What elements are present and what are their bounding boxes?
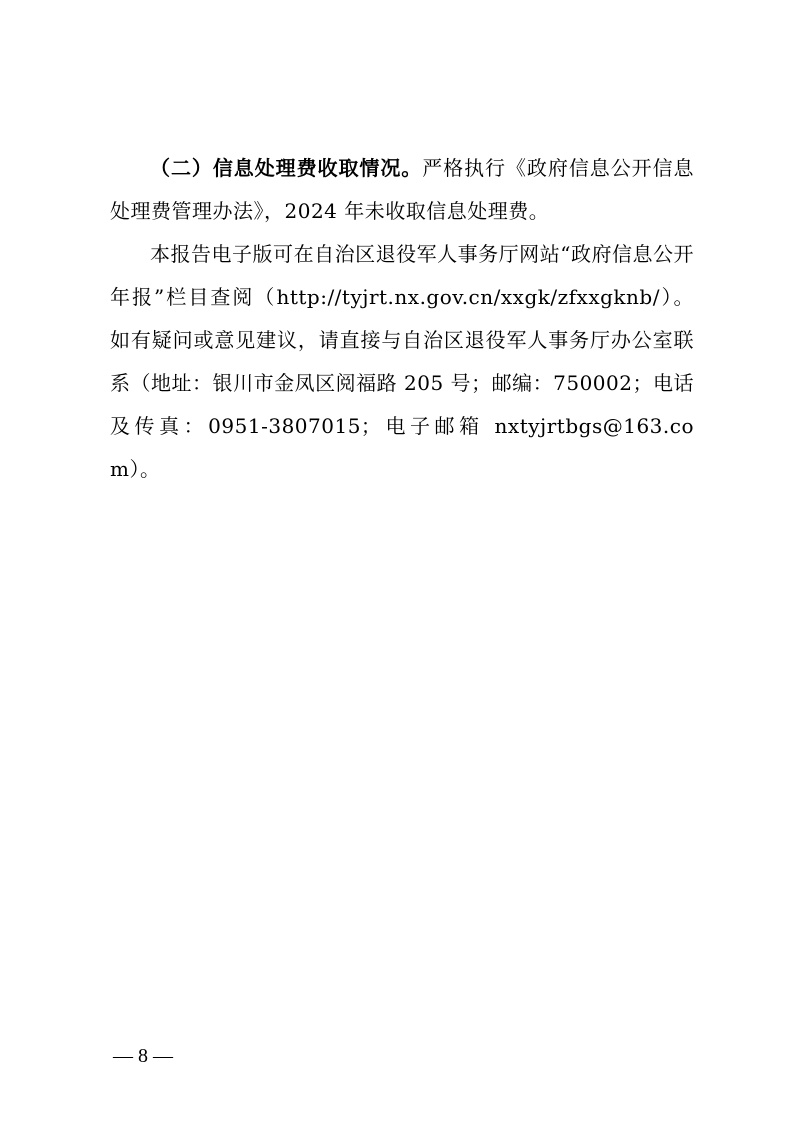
document-body [110,147,694,491]
report-availability-paragraph: 本报告电子版可在自治区退役军人事务厅网站“政府信息公开年报”栏目查阅（http://tyjrt.nx.gov.cn/xxgk/zfxxgknb/）。如有疑问或意见建议，请直接与自治区退役军人事务厅办公室联系（地址：银川市金凤区阅福路 205 号；邮编：750002；电话及传真：0951-3807015；电子邮箱 nxtyjrtbgs@163.com）。 [110,242,694,481]
section-body-text: 严格执行《政府信息公开信息处理费管理办法》，2024 年未收取信息处理费。 [110,156,695,223]
fee-collection-paragraph [110,147,694,233]
page-number: — 8 — [113,1045,173,1067]
section-heading: （二）信息处理费收取情况。 [150,156,423,180]
